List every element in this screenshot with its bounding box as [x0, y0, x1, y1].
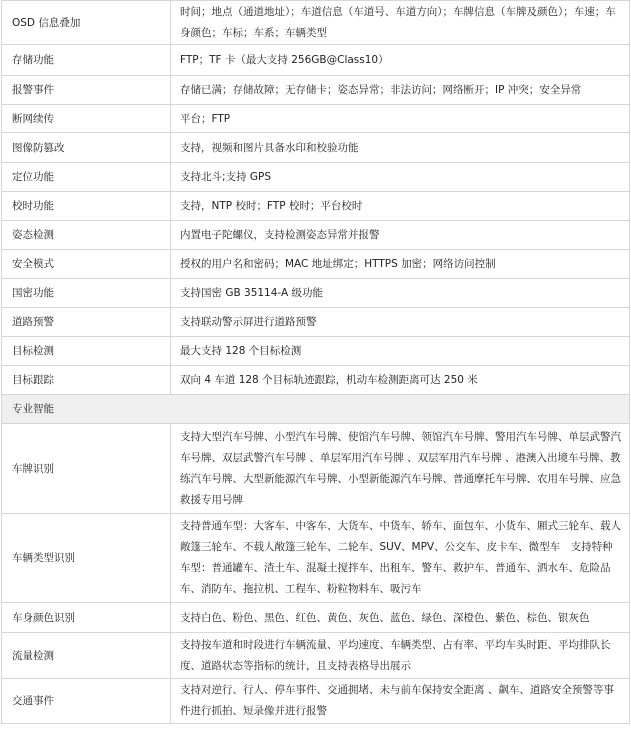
- row-value: 支持联动警示屏进行道路预警: [171, 308, 630, 337]
- row-value: 支持，NTP 校时；FTP 校时；平台校时: [171, 192, 630, 221]
- row-label: 车牌识别: [2, 424, 171, 514]
- row-value: 最大支持 128 个目标检测: [171, 337, 630, 366]
- section-title: 专业智能: [2, 395, 630, 424]
- table-row: [2, 133, 630, 163]
- table-row: [2, 1, 630, 45]
- row-value: 存储已满；存储故障；无存储卡；姿态异常；非法访问；网络断开；IP 冲突；安全异常: [171, 76, 630, 105]
- table-row: [2, 76, 630, 105]
- table-row: [2, 366, 630, 395]
- row-label: 车辆类型识别: [2, 514, 171, 603]
- spec-table: [1, 0, 630, 724]
- table-row: [2, 45, 630, 76]
- table-row: [2, 192, 630, 221]
- row-label: 存储功能: [2, 45, 171, 76]
- row-label: 目标检测: [2, 337, 171, 366]
- row-value: 支持按车道和时段进行车辆流量、平均速度、车辆类型、占有率、平均车头时距、平均排队长度、道路状态等指标的统计，且支持表格导出展示: [171, 633, 630, 679]
- table-row: [2, 105, 630, 133]
- row-label: 道路预警: [2, 308, 171, 337]
- table-row: [2, 679, 630, 724]
- table-row: [2, 424, 630, 514]
- row-value: 支持白色、粉色、黑色、红色、黄色、灰色、蓝色、绿色、深橙色、紫色、棕色、银灰色: [171, 603, 630, 633]
- row-label: 目标跟踪: [2, 366, 171, 395]
- row-label: 报警事件: [2, 76, 171, 105]
- table-row: [2, 337, 630, 366]
- row-label: 定位功能: [2, 163, 171, 192]
- table-row: [2, 308, 630, 337]
- row-value: 授权的用户名和密码；MAC 地址绑定；HTTPS 加密；网络访问控制: [171, 250, 630, 279]
- row-label: 校时功能: [2, 192, 171, 221]
- row-value: 支持普通车型：大客车、中客车、大货车、中货车、轿车、面包车、小货车、厢式三轮车、载人敞篷三轮车、不载人敞篷三轮车、二轮车、SUV、MPV、公交车、皮卡车、微型车 支持特种车型：普通罐车、渣土车、混凝土搅拌车、出租车、警车、救护车、普通车、洒水车、危险品车、消防车、拖拉机、工程车、粉粒物料车、吸污车: [171, 514, 630, 603]
- row-value: FTP；TF 卡（最大支持 256GB@Class10）: [171, 45, 630, 76]
- row-label: 车身颜色识别: [2, 603, 171, 633]
- row-label: 交通事件: [2, 679, 171, 724]
- row-label: 国密功能: [2, 279, 171, 308]
- row-value: 支持，视频和图片具备水印和校验功能: [171, 133, 630, 163]
- row-value: 支持国密 GB 35114-A 级功能: [171, 279, 630, 308]
- row-label: 姿态检测: [2, 221, 171, 250]
- row-value: 支持大型汽车号牌、小型汽车号牌、使馆汽车号牌、领馆汽车号牌、警用汽车号牌、单层武警汽车号牌、双层武警汽车号牌 、单层军用汽车号牌 、双层军用汽车号牌 、港澳入出境车号牌、教练汽车号牌、大型新能源汽车号牌、小型新能源汽车号牌、普通摩托车号牌、农用车号牌、应急救援专用号牌: [171, 424, 630, 514]
- row-value: 内置电子陀螺仪，支持检测姿态异常并报警: [171, 221, 630, 250]
- table-row: [2, 514, 630, 603]
- row-label: 安全模式: [2, 250, 171, 279]
- row-label: 流量检测: [2, 633, 171, 679]
- table-row: [2, 633, 630, 679]
- row-label: 断网续传: [2, 105, 171, 133]
- table-row: [2, 221, 630, 250]
- section-row: [2, 395, 630, 424]
- row-value: 时间；地点（通道地址）；车道信息（车道号、车道方向）；车牌信息（车牌及颜色）；车速；车身颜色；车标；车系；车辆类型: [171, 1, 630, 45]
- row-value: 支持北斗;支持 GPS: [171, 163, 630, 192]
- table-row: [2, 163, 630, 192]
- row-value: 支持对逆行、行人、停车事件、交通拥堵、未与前车保持安全距离 、飙车、道路安全预警等事件进行抓拍、短录像并进行报警: [171, 679, 630, 724]
- row-value: 平台；FTP: [171, 105, 630, 133]
- table-row: [2, 603, 630, 633]
- table-row: [2, 250, 630, 279]
- table-row: [2, 279, 630, 308]
- row-label: 图像防篡改: [2, 133, 171, 163]
- row-value: 双向 4 车道 128 个目标轨迹跟踪，机动车检测距离可达 250 米: [171, 366, 630, 395]
- row-label: OSD 信息叠加: [2, 1, 171, 45]
